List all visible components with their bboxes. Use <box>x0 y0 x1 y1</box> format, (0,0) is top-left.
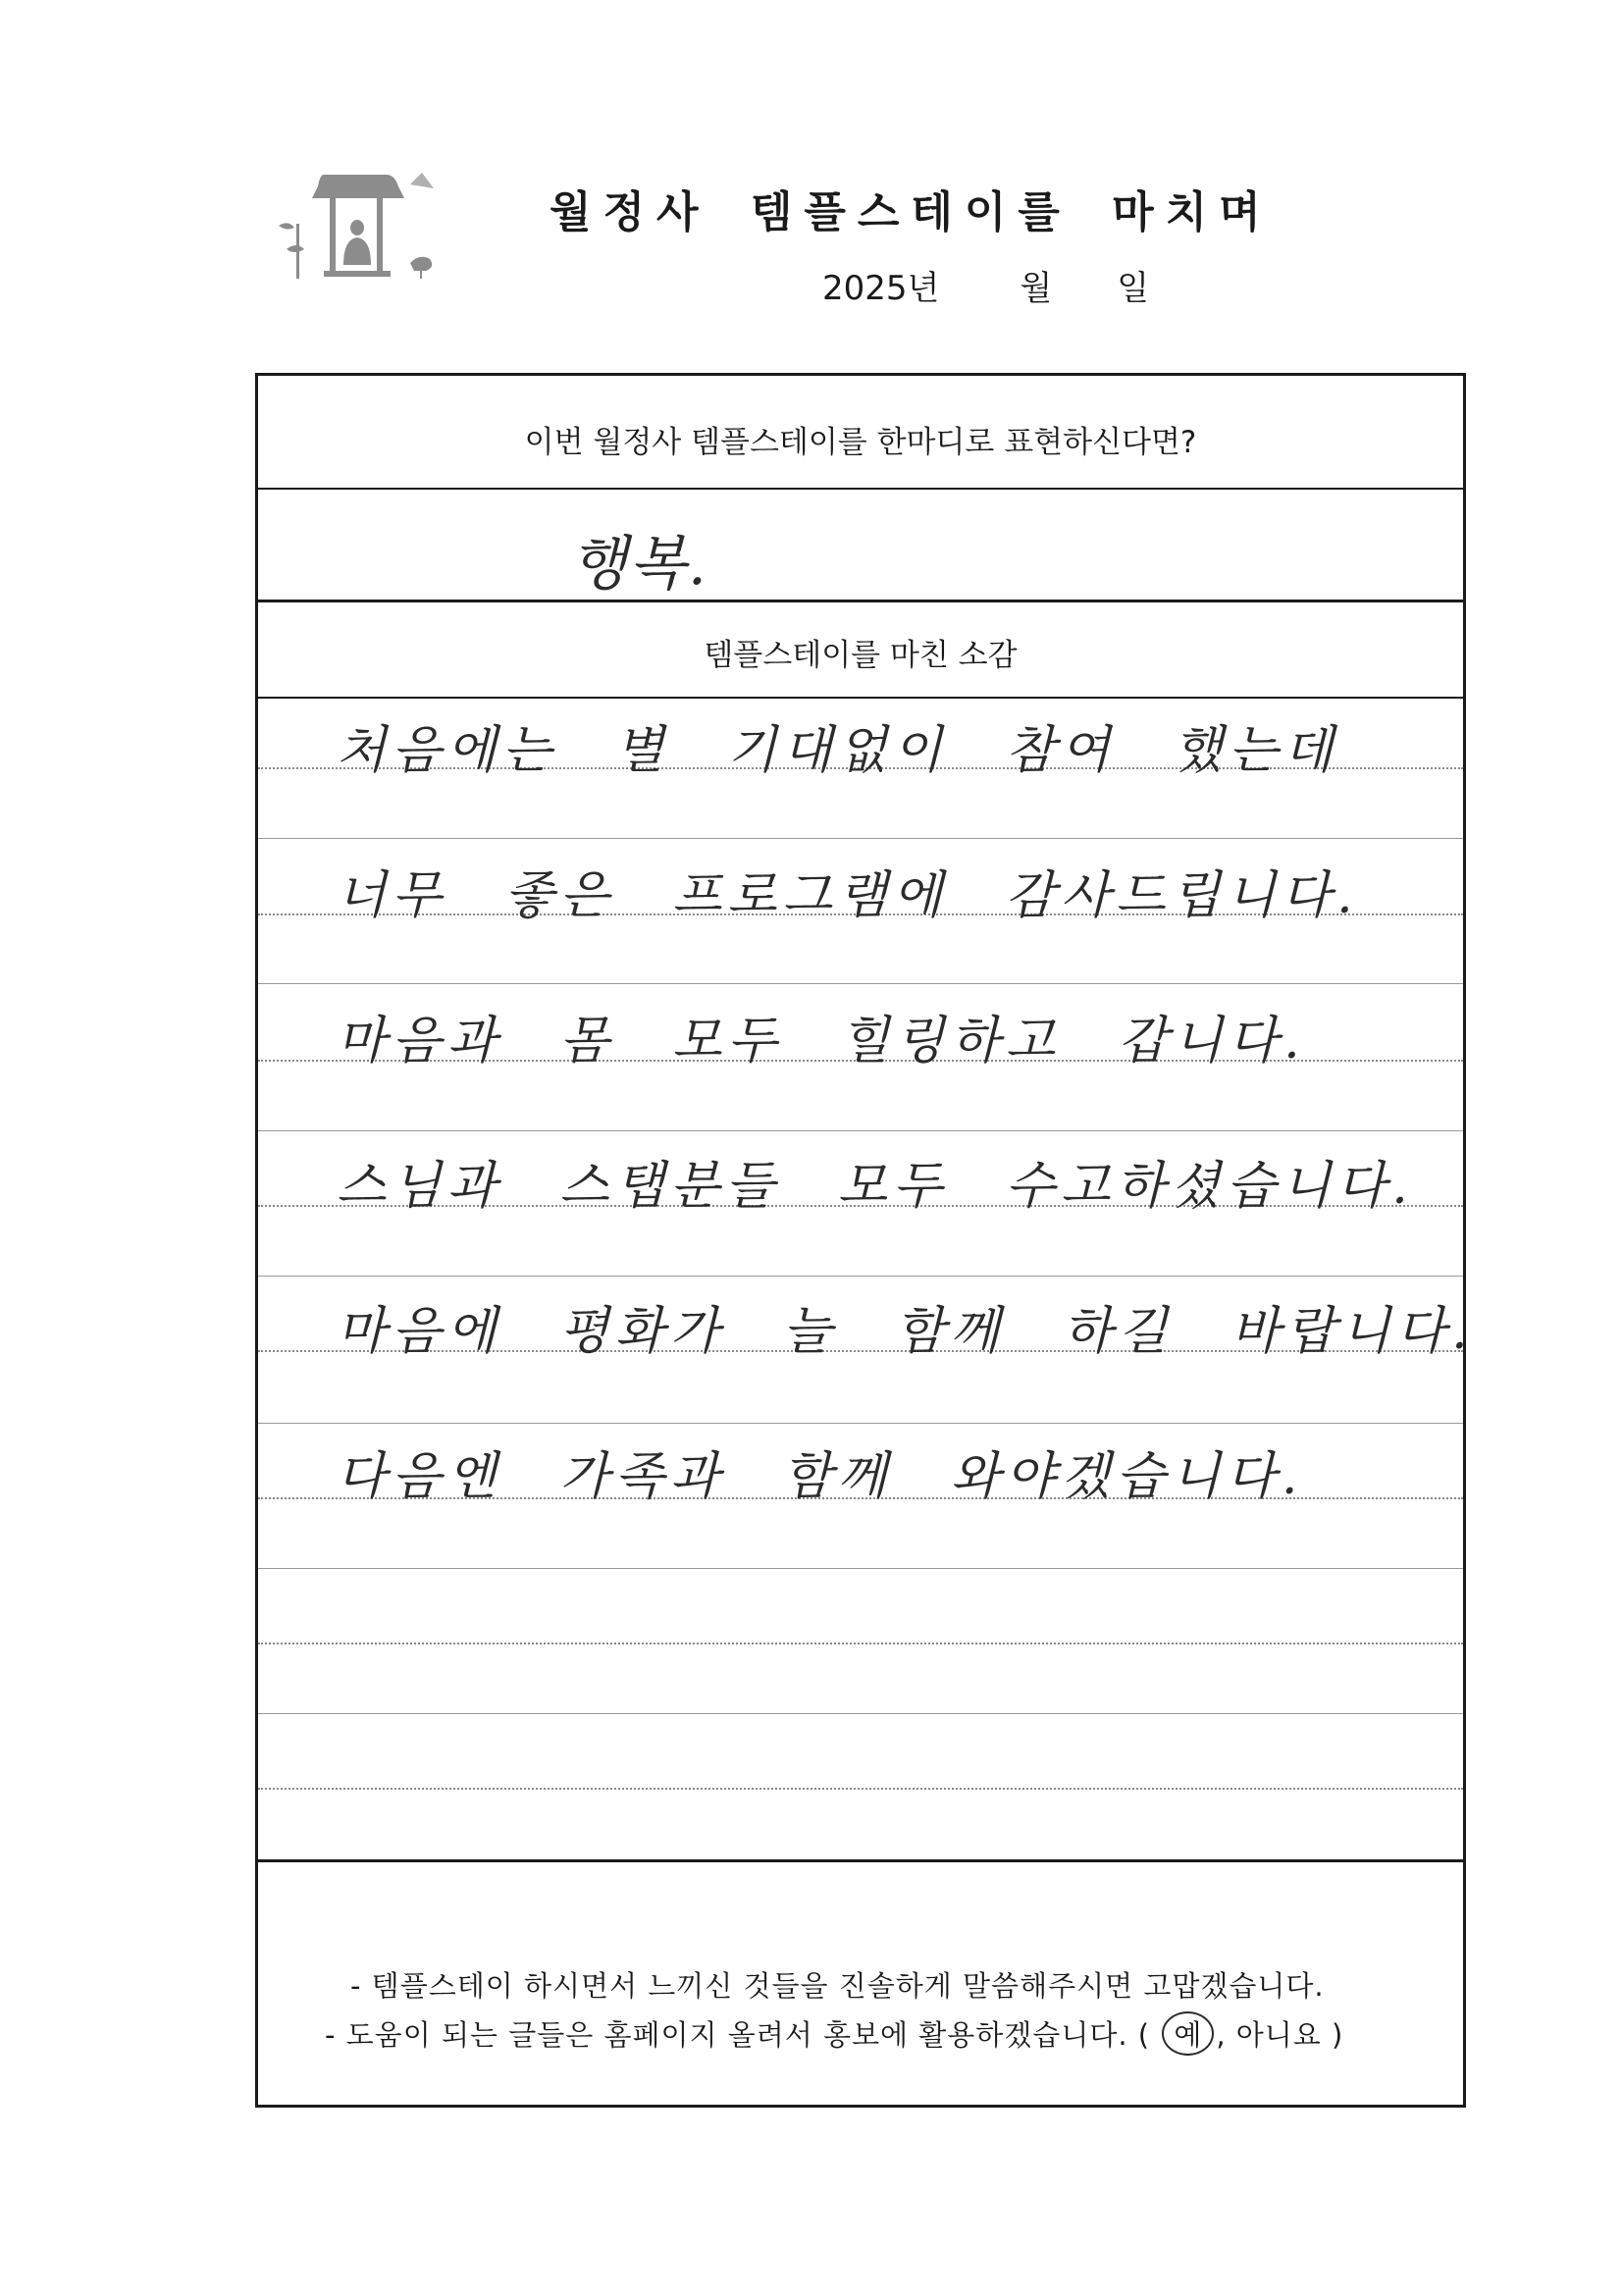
handwritten-line-6: 다음엔 가족과 함께 와야겠습니다. <box>337 1447 1304 1506</box>
date-year: 2025년 <box>822 269 940 308</box>
ruled-line <box>258 1568 1463 1569</box>
feedback-form <box>255 373 1474 2108</box>
handwritten-line-5: 마음에 평화가 늘 함께 하길 바랍니다. <box>337 1302 1474 1361</box>
handwritten-line-2: 너무 좋은 프로그램에 감사드립니다. <box>337 866 1359 925</box>
ruled-line <box>258 1713 1463 1714</box>
question-two-label: 템플스테이를 마친 소감 <box>704 638 1018 673</box>
ruled-line <box>258 1276 1463 1277</box>
consent-text: - 도움이 되는 글들은 홈페이지 올려서 홍보에 활용하겠습니다. ( <box>325 2018 1151 2052</box>
impressions-writing-area[interactable] <box>258 697 1474 1862</box>
handwritten-line-1: 처음에는 별 기대없이 참여 했는데 <box>337 721 1339 780</box>
ruled-line <box>258 838 1463 839</box>
consent-separator: , <box>1216 2018 1227 2052</box>
handwritten-line-4: 스님과 스탭분들 모두 수고하셨습니다. <box>337 1157 1414 1216</box>
question-one-label: 이번 월정사 템플스테이를 한마디로 표현하신다면? <box>524 425 1197 460</box>
date-line <box>822 261 1149 309</box>
consent-option-yes-circled[interactable]: 예 <box>1162 2011 1214 2056</box>
footer-note-honesty: - 템플스테이 하시면서 느끼신 것들을 진솔하게 말씀해주시면 고맙겠습니다. <box>350 1969 1325 2003</box>
answer-one-row[interactable] <box>258 488 1463 602</box>
ruled-line <box>258 1643 1463 1644</box>
footer-notes <box>258 1859 1463 2110</box>
question-two-row <box>258 600 1463 699</box>
handwritten-line-3: 마음과 몸 모두 힐링하고 갑니다. <box>337 1012 1306 1070</box>
ruled-line <box>258 1423 1463 1424</box>
temple-buddha-icon <box>273 169 445 285</box>
ruled-line <box>258 1788 1463 1790</box>
date-day: 일 <box>1117 269 1150 308</box>
ruled-line <box>258 1130 1463 1131</box>
document-title: 월정사 템플스테이를 마치며 <box>550 187 1273 237</box>
answer-one-handwriting: 행복. <box>570 530 708 599</box>
date-month: 월 <box>1020 269 1053 308</box>
consent-option-no[interactable]: 아니요 ) <box>1235 2018 1344 2052</box>
footer-note-consent <box>325 2011 1343 2056</box>
ruled-line <box>258 983 1463 984</box>
question-one-row <box>258 376 1463 490</box>
